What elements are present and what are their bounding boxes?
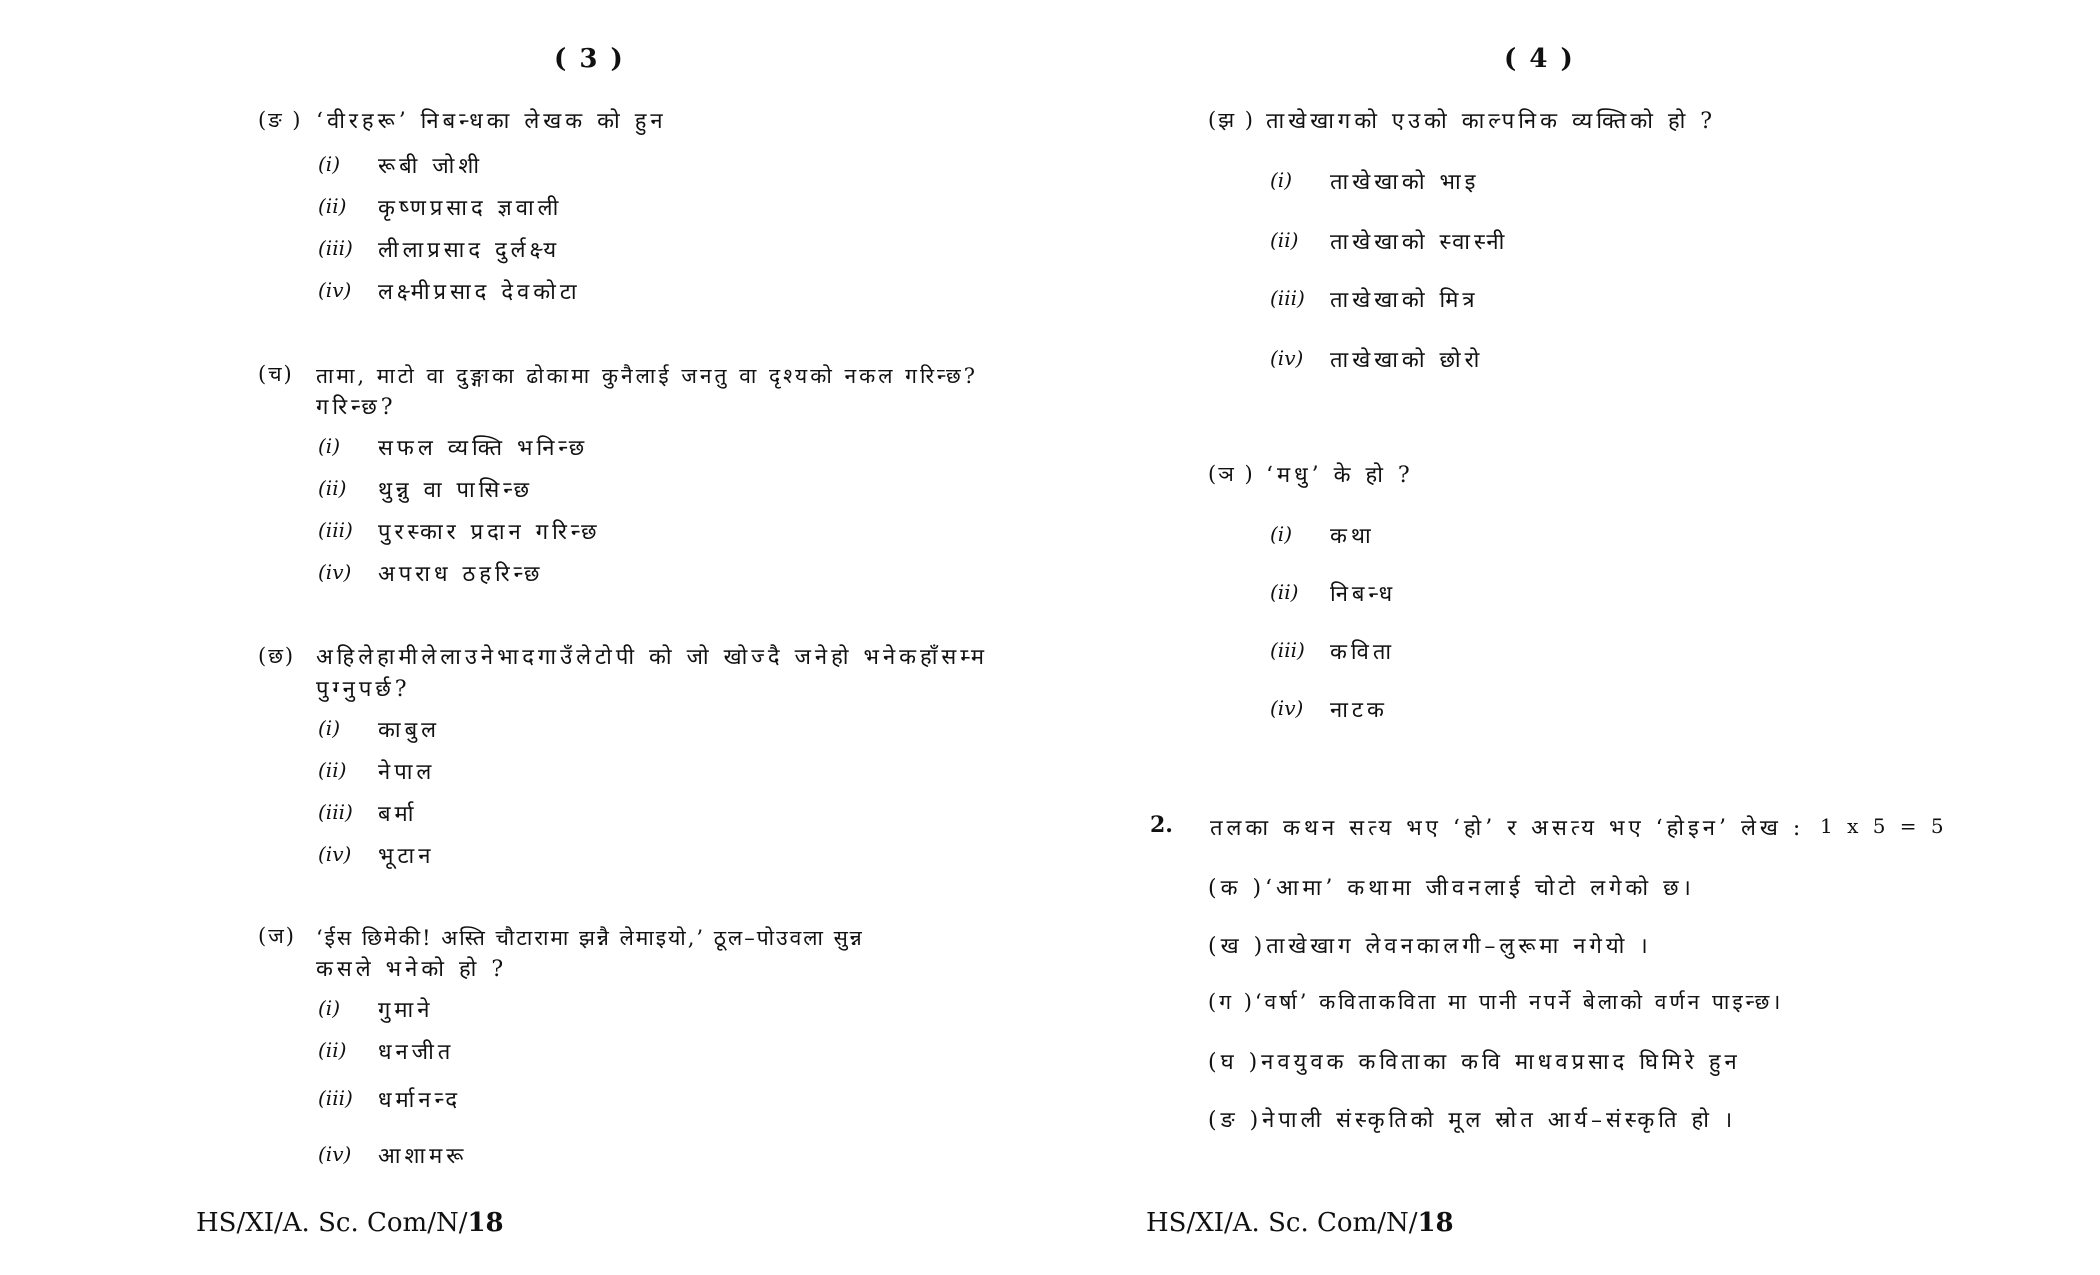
option-text: ताखेखाको छोरो [1330,348,1484,373]
question-stem-line2: कसले भनेको हो ? [316,957,508,982]
question-cha [258,360,978,424]
option-number: (iii) [318,518,353,542]
option-text: धनजीत [378,1040,455,1065]
right-page [1050,0,2100,1275]
option-text: काबुल [378,718,441,743]
marks-label: 1 x 5 = 5 [1820,814,1948,838]
option-text: भूटान [378,844,435,869]
option-text: निबन्ध [1330,582,1397,607]
option-text: लक्ष्मीप्रसाद देवकोटा [378,280,581,305]
question-label: (ज) [258,924,296,948]
question-stem-line2: गरिन्छ? [316,395,397,420]
question-stem-line2: पुग्नुपर्छ? [316,677,411,702]
option-text: नेपाल [378,760,436,785]
question-jha [1208,106,1716,138]
option-text: अपराध ठहरिन्छ [378,562,544,587]
statement: (ख )ताखेखाग लेवनकालगी–लुरूमा नगेयो । [1208,934,1652,959]
option-number: (iii) [1270,638,1305,662]
option-number: (ii) [1270,580,1299,604]
page-number: ( 3 ) [554,44,625,74]
footer-prefix: HS/XI/A. Sc. Com/N/ [1146,1208,1418,1238]
option-number: (i) [1270,522,1293,546]
option-number: (ii) [318,758,347,782]
option-text: गुमाने [378,998,434,1023]
question-number: 2. [1150,812,1173,838]
option-text: धर्मानन्द [378,1088,462,1113]
option-text: नाटक [1330,698,1388,723]
statement: (ग )‘वर्षा’ कविताकविता मा पानी नपर्ने बेलाको वर्णन पाइन्छ। [1208,990,1784,1014]
footer-code: 18 [467,1208,504,1238]
option-text: पुरस्कार प्रदान गरिन्छ [378,520,601,545]
question-stem-line1: तामा, माटो वा दुङ्गाका ढोकामा कुनैलाई जनतु वा दृश्यको नकल गरिन्छ? [316,364,979,388]
option-text: बर्मा [378,802,418,827]
option-number: (ii) [318,194,347,218]
option-text: रूबी जोशी [378,154,484,179]
option-text: कथा [1330,524,1375,549]
page-footer [196,1208,504,1238]
option-number: (i) [318,152,341,176]
footer-code: 18 [1417,1208,1454,1238]
question-label: (ञ ) [1208,462,1255,486]
statement: (घ )नवयुवक कविताका कवि माधवप्रसाद घिमिरे हुन [1208,1050,1741,1075]
option-number: (iii) [1270,286,1305,310]
option-text: कृष्णप्रसाद ज्ञवाली [378,196,563,221]
option-text: ताखेखाको स्वास्नी [1330,230,1509,255]
footer-prefix: HS/XI/A. Sc. Com/N/ [196,1208,468,1238]
option-text: आशामरू [378,1144,468,1169]
question-stem: ‘मधु’ के हो ? [1266,463,1414,488]
option-number: (iv) [318,842,352,866]
option-number: (ii) [318,1038,347,1062]
question-stem: ताखेखागको एउको काल्पनिक व्यक्तिको हो ? [1266,109,1717,134]
option-number: (iv) [318,560,352,584]
question-label: (झ ) [1208,108,1255,132]
option-number: (iii) [318,236,353,260]
question-stem-line1: अहिलेहामीलेलाउनेभादगाउँलेटोपी को जो खोज्दै जनेहो भनेकहाँसम्म [316,645,989,670]
option-number: (iii) [318,1086,353,1110]
option-number: (i) [318,996,341,1020]
question-nga [258,106,667,138]
option-text: कविता [1330,640,1396,665]
option-number: (iii) [318,800,353,824]
option-text: ताखेखाको भाइ [1330,170,1480,195]
option-number: (i) [1270,168,1293,192]
option-number: (ii) [1270,228,1299,252]
question-heading-text: तलका कथन सत्य भए ‘हो’ र असत्य भए ‘होइन’ लेख : [1210,816,1805,841]
option-number: (iv) [1270,346,1304,370]
option-text: थुन्नु वा पासिन्छ [378,478,533,503]
question-label: (च) [258,362,294,386]
statement: (क )‘आमा’ कथामा जीवनलाई चोटो लगेको छ। [1208,876,1695,901]
option-number: (iv) [1270,696,1304,720]
question-label: (ङ ) [258,108,303,132]
option-text: ताखेखाको मित्र [1330,288,1479,313]
question-nya [1208,460,1414,492]
page-number: ( 4 ) [1504,44,1575,74]
question-chha [258,642,988,706]
option-number: (iv) [318,1142,352,1166]
option-number: (ii) [318,476,347,500]
option-number: (i) [318,716,341,740]
question-ja [258,922,864,986]
question-label: (छ) [258,644,296,668]
page-footer [1146,1208,1454,1238]
option-text: सफल व्यक्ति भनिन्छ [378,436,589,461]
option-number: (iv) [318,278,352,302]
option-number: (i) [318,434,341,458]
option-text: लीलाप्रसाद दुर्लक्ष्य [378,238,561,263]
question-stem-line1: ‘ईस छिमेकी! अस्ति चौटारामा झन्नै लेमाइयो,’ ठूल–पोउवला सुन्न [316,926,864,950]
question-stem: ‘वीरहरू’ निबन्धका लेखक को हुन [316,109,667,134]
statement: (ङ )नेपाली संस्कृतिको मूल स्रोत आर्य–संस्कृति हो । [1208,1108,1737,1133]
